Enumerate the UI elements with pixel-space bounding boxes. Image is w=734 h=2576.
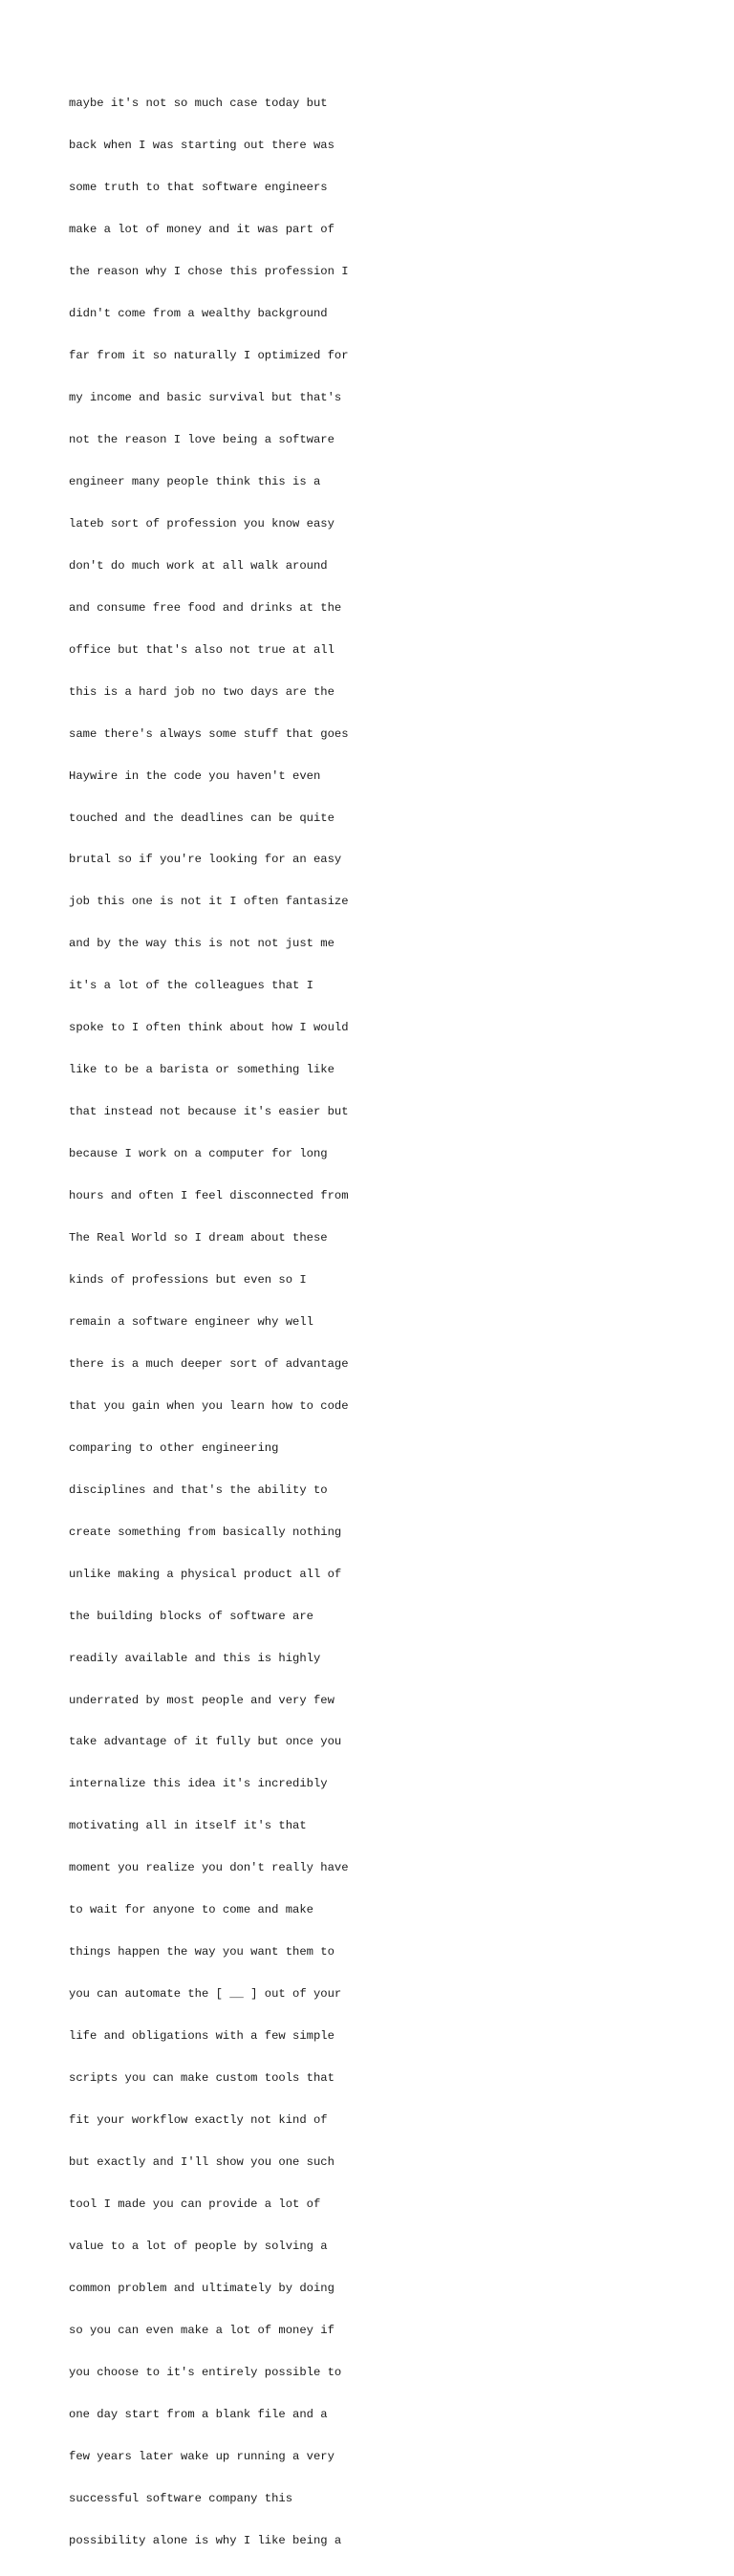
text-line: not the reason I love being a software (69, 432, 335, 446)
text-line: readily available and this is highly (69, 1651, 321, 1665)
text-line: The Real World so I dream about these (69, 1231, 328, 1245)
text-line: engineer many people think this is a (69, 474, 321, 488)
text-line: fit your workflow exactly not kind of (69, 2113, 328, 2128)
text-line: like to be a barista or something like (69, 1063, 335, 1077)
text-line: it's a lot of the colleagues that I (69, 979, 313, 993)
text-line: make a lot of money and it was part of (69, 223, 335, 237)
text-line: same there's always some stuff that goes (69, 726, 349, 741)
text-line: to wait for anyone to come and make (69, 1903, 313, 1917)
text-line: there is a much deeper sort of advantage (69, 1356, 349, 1371)
text-line: far from it so naturally I optimized for (69, 349, 349, 363)
text-line: value to a lot of people by solving a (69, 2239, 328, 2253)
text-line: common problem and ultimately by doing (69, 2281, 335, 2295)
text-line: my income and basic survival but that's (69, 390, 342, 404)
text-line: and consume free food and drinks at the (69, 600, 342, 615)
text-line: and by the way this is not not just me (69, 937, 335, 951)
text-line: underrated by most people and very few (69, 1693, 335, 1707)
text-line: things happen the way you want them to (69, 1945, 335, 1959)
text-line: don't do much work at all walk around (69, 558, 328, 573)
text-line: tool I made you can provide a lot of (69, 2197, 321, 2211)
text-line: unlike making a physical product all of (69, 1567, 342, 1581)
text-line: that you gain when you learn how to code (69, 1398, 349, 1413)
text-line: touched and the deadlines can be quite (69, 811, 335, 825)
text-line: office but that's also not true at all (69, 642, 335, 657)
text-line: take advantage of it fully but once you (69, 1735, 342, 1749)
text-line: maybe it's not so much case today but (69, 97, 328, 111)
text-line: brutal so if you're looking for an easy (69, 853, 342, 867)
text-line: Haywire in the code you haven't even (69, 768, 321, 783)
text-line: some truth to that software engineers (69, 181, 328, 195)
text-line: you choose to it's entirely possible to (69, 2365, 342, 2379)
text-line: few years later wake up running a very (69, 2449, 335, 2463)
text-line: kinds of professions but even so I (69, 1273, 307, 1287)
text-line: one day start from a blank file and a (69, 2407, 328, 2421)
text-line: disciplines and that's the ability to (69, 1483, 328, 1497)
text-line: successful software company this (69, 2491, 293, 2505)
text-line: moment you realize you don't really have (69, 1861, 349, 1875)
text-line: possibility alone is why I like being a (69, 2533, 342, 2547)
text-line: this is a hard job no two days are the (69, 684, 335, 699)
text-line: comparing to other engineering (69, 1440, 279, 1455)
text-line: back when I was starting out there was (69, 139, 335, 153)
text-line: you can automate the [ __ ] out of your (69, 1987, 342, 2002)
text-line: motivating all in itself it's that (69, 1819, 307, 1833)
text-line: didn't come from a wealthy background (69, 307, 328, 321)
text-line: scripts you can make custom tools that (69, 2071, 335, 2086)
text-line: spoke to I often think about how I would (69, 1021, 349, 1035)
text-line: life and obligations with a few simple (69, 2029, 335, 2044)
text-line: the reason why I chose this profession I (69, 265, 349, 279)
text-line: but exactly and I'll show you one such (69, 2155, 335, 2170)
text-line: create something from basically nothing (69, 1525, 342, 1539)
text-line: hours and often I feel disconnected from (69, 1189, 349, 1203)
text-line: because I work on a computer for long (69, 1147, 328, 1161)
text-line: so you can even make a lot of money if (69, 2323, 335, 2337)
text-line: the building blocks of software are (69, 1609, 313, 1623)
transcript-text (69, 69, 394, 2576)
text-line: lateb sort of profession you know easy (69, 516, 335, 530)
text-line: that instead not because it's easier but (69, 1105, 349, 1119)
text-line: remain a software engineer why well (69, 1314, 313, 1329)
text-line: job this one is not it I often fantasize (69, 895, 349, 909)
text-line: internalize this idea it's incredibly (69, 1777, 328, 1791)
